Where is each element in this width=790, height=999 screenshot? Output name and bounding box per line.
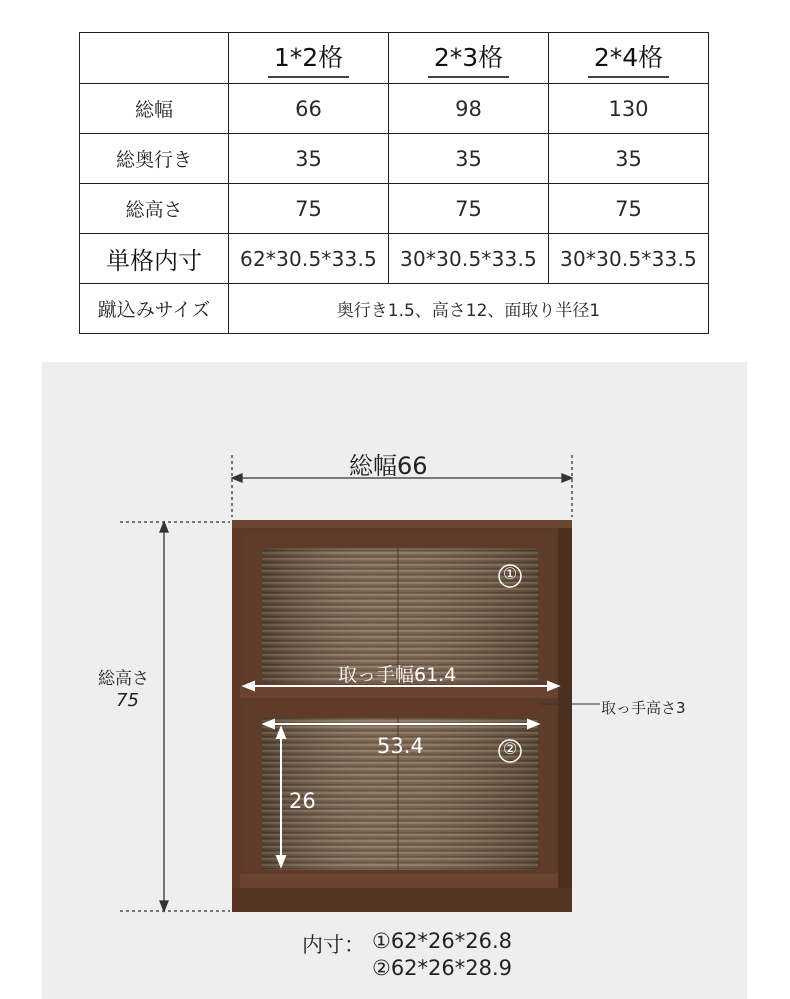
kickplate-note: 奥行き1.5、高さ12、面取り半径1 [229, 284, 709, 334]
handle-height-label: 取っ手高さ3 [601, 699, 686, 717]
table-cell: 75 [229, 184, 389, 234]
header-cell: 2*3格 [389, 33, 549, 84]
table-cell: 98 [389, 84, 549, 134]
row-label: 蹴込みサイズ [80, 284, 229, 334]
table-cell: 75 [389, 184, 549, 234]
row-label: 総幅 [80, 84, 229, 134]
table-cell: 30*30.5*33.5 [389, 234, 549, 284]
inner-dim-2: ②62*26*28.9 [372, 956, 513, 980]
table-cell: 35 [549, 134, 709, 184]
inner-width-label: 53.4 [377, 734, 424, 758]
total-height-dimension [120, 522, 230, 911]
table-cell: 130 [549, 84, 709, 134]
table-cell: 30*30.5*33.5 [549, 234, 709, 284]
table-cell: 35 [389, 134, 549, 184]
total-height-value: 75 [116, 690, 139, 711]
header-cell: 1*2格 [229, 33, 389, 84]
door-2-marker-label: ② [502, 739, 518, 758]
inner-dim-1: ①62*26*26.8 [372, 929, 513, 953]
row-label: 総奥行き [80, 134, 229, 184]
inner-height-label: 26 [289, 789, 316, 813]
bottom-rail [240, 874, 558, 888]
table-cell: 66 [229, 84, 389, 134]
table-cell: 62*30.5*33.5 [229, 234, 389, 284]
handle-rail [240, 686, 558, 698]
header-cell: 2*4格 [549, 33, 709, 84]
table-cell: 35 [229, 134, 389, 184]
inner-dims-label: 内寸： [302, 933, 365, 957]
kickplate [232, 888, 572, 912]
handle-width-label: 取っ手幅61.4 [338, 664, 457, 686]
door-1-marker-label: ① [502, 564, 518, 583]
row-label: 単格内寸 [80, 234, 229, 284]
table-cell: 75 [549, 184, 709, 234]
total-height-label: 総高さ [98, 669, 149, 689]
total-width-label: 総幅66 [349, 452, 428, 480]
row-label: 総高さ [80, 184, 229, 234]
